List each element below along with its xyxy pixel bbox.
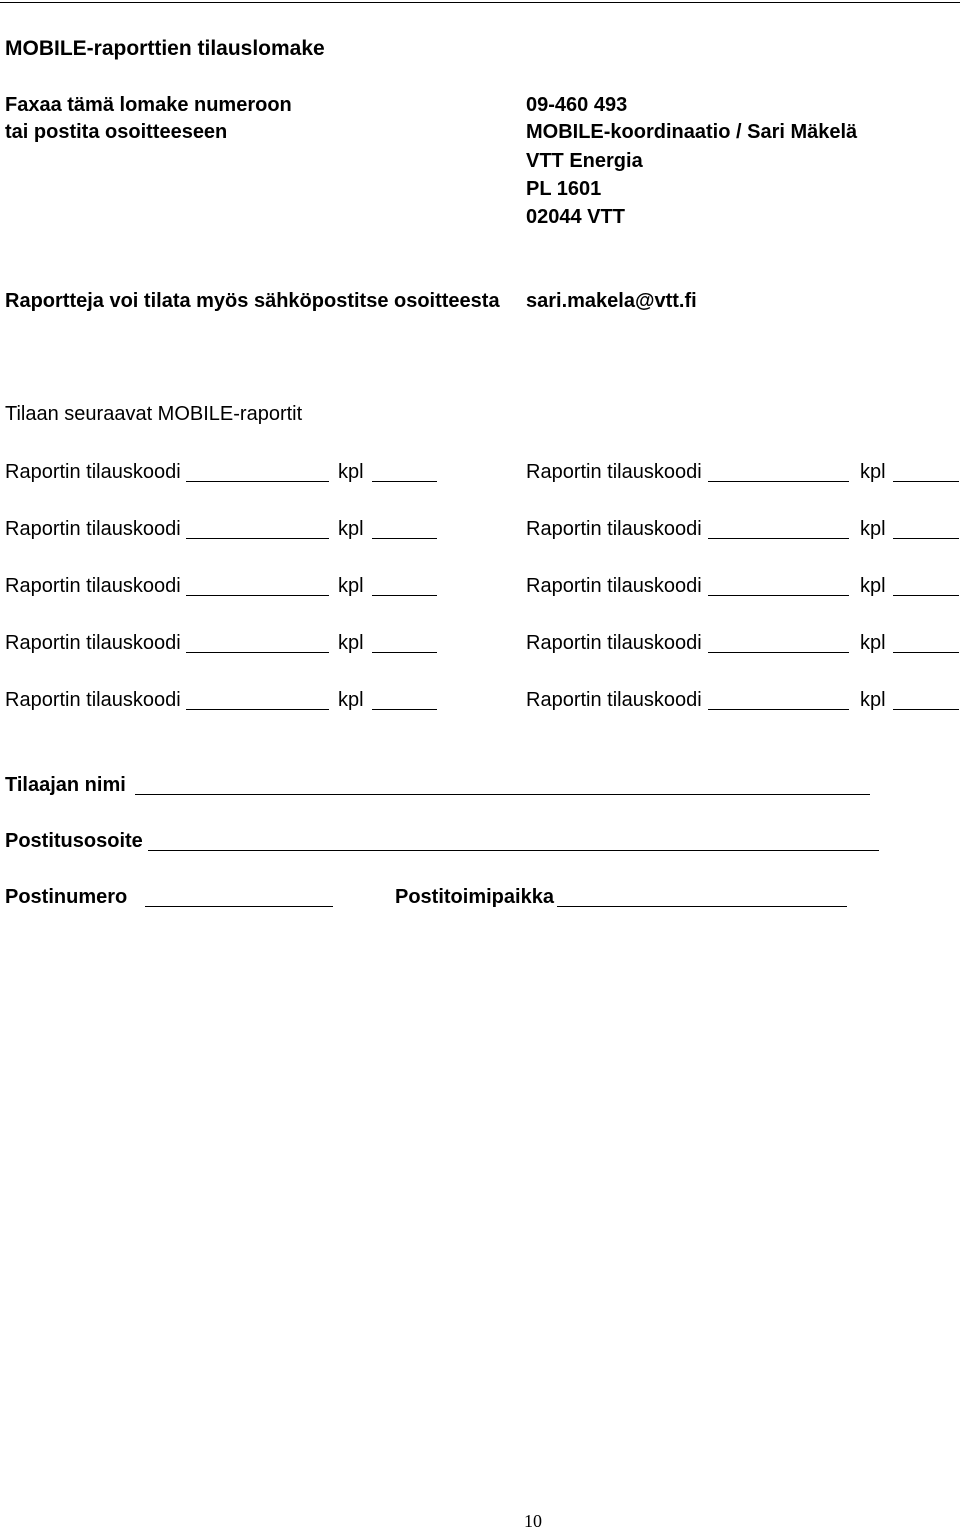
order-code-field-4[interactable] — [708, 538, 849, 539]
qty-field-2[interactable] — [893, 481, 959, 482]
postal-address-field[interactable] — [148, 850, 879, 851]
order-code-field-8[interactable] — [708, 652, 849, 653]
fax-number: 09-460 493 — [526, 94, 628, 116]
customer-name-label: Tilaajan nimi — [5, 774, 126, 796]
address-line-1: MOBILE-koordinaatio / Sari Mäkelä — [526, 121, 858, 143]
qty-field-3[interactable] — [372, 538, 437, 539]
post-label: tai postita osoitteeseen — [5, 121, 228, 143]
document-title: MOBILE-raporttien tilauslomake — [5, 37, 325, 60]
order-code-field-10[interactable] — [708, 709, 849, 710]
order-intro: Tilaan seuraavat MOBILE-raportit — [5, 403, 303, 425]
qty-label-5: kpl — [338, 575, 364, 597]
fax-label: Faxaa tämä lomake numeroon — [5, 94, 292, 116]
qty-field-10[interactable] — [893, 709, 959, 710]
postal-address-label: Postitusosoite — [5, 830, 143, 852]
qty-label-1: kpl — [338, 461, 364, 483]
qty-label-2: kpl — [860, 461, 886, 483]
city-label: Postitoimipaikka — [395, 886, 554, 908]
qty-field-1[interactable] — [372, 481, 437, 482]
qty-field-4[interactable] — [893, 538, 959, 539]
address-line-2: VTT Energia — [526, 150, 643, 172]
qty-label-4: kpl — [860, 518, 886, 540]
order-code-label-5: Raportin tilauskoodi — [5, 575, 181, 597]
order-code-label-1: Raportin tilauskoodi — [5, 461, 181, 483]
qty-field-7[interactable] — [372, 652, 437, 653]
order-code-field-9[interactable] — [186, 709, 329, 710]
qty-label-10: kpl — [860, 689, 886, 711]
qty-label-6: kpl — [860, 575, 886, 597]
order-code-label-8: Raportin tilauskoodi — [526, 632, 702, 654]
qty-label-3: kpl — [338, 518, 364, 540]
order-code-label-7: Raportin tilauskoodi — [5, 632, 181, 654]
order-code-label-4: Raportin tilauskoodi — [526, 518, 702, 540]
email-address[interactable]: sari.makela@vtt.fi — [526, 290, 697, 312]
qty-field-5[interactable] — [372, 595, 437, 596]
email-label: Raportteja voi tilata myös sähköpostitse osoitteesta — [5, 290, 500, 312]
qty-field-6[interactable] — [893, 595, 959, 596]
order-code-field-6[interactable] — [708, 595, 849, 596]
address-line-4: 02044 VTT — [526, 206, 625, 228]
city-field[interactable] — [557, 906, 847, 907]
order-code-field-7[interactable] — [186, 652, 329, 653]
order-code-field-1[interactable] — [186, 481, 329, 482]
order-code-label-9: Raportin tilauskoodi — [5, 689, 181, 711]
order-code-field-3[interactable] — [186, 538, 329, 539]
order-code-label-10: Raportin tilauskoodi — [526, 689, 702, 711]
order-code-label-6: Raportin tilauskoodi — [526, 575, 702, 597]
top-rule — [0, 2, 960, 3]
postcode-field[interactable] — [145, 906, 333, 907]
qty-label-8: kpl — [860, 632, 886, 654]
qty-label-9: kpl — [338, 689, 364, 711]
customer-name-field[interactable] — [135, 794, 870, 795]
address-line-3: PL 1601 — [526, 178, 602, 200]
order-code-field-5[interactable] — [186, 595, 329, 596]
postcode-label: Postinumero — [5, 886, 128, 908]
qty-label-7: kpl — [338, 632, 364, 654]
order-code-label-3: Raportin tilauskoodi — [5, 518, 181, 540]
order-code-label-2: Raportin tilauskoodi — [526, 461, 702, 483]
order-code-field-2[interactable] — [708, 481, 849, 482]
qty-field-8[interactable] — [893, 652, 959, 653]
qty-field-9[interactable] — [372, 709, 437, 710]
page-number: 10 — [524, 1511, 542, 1531]
